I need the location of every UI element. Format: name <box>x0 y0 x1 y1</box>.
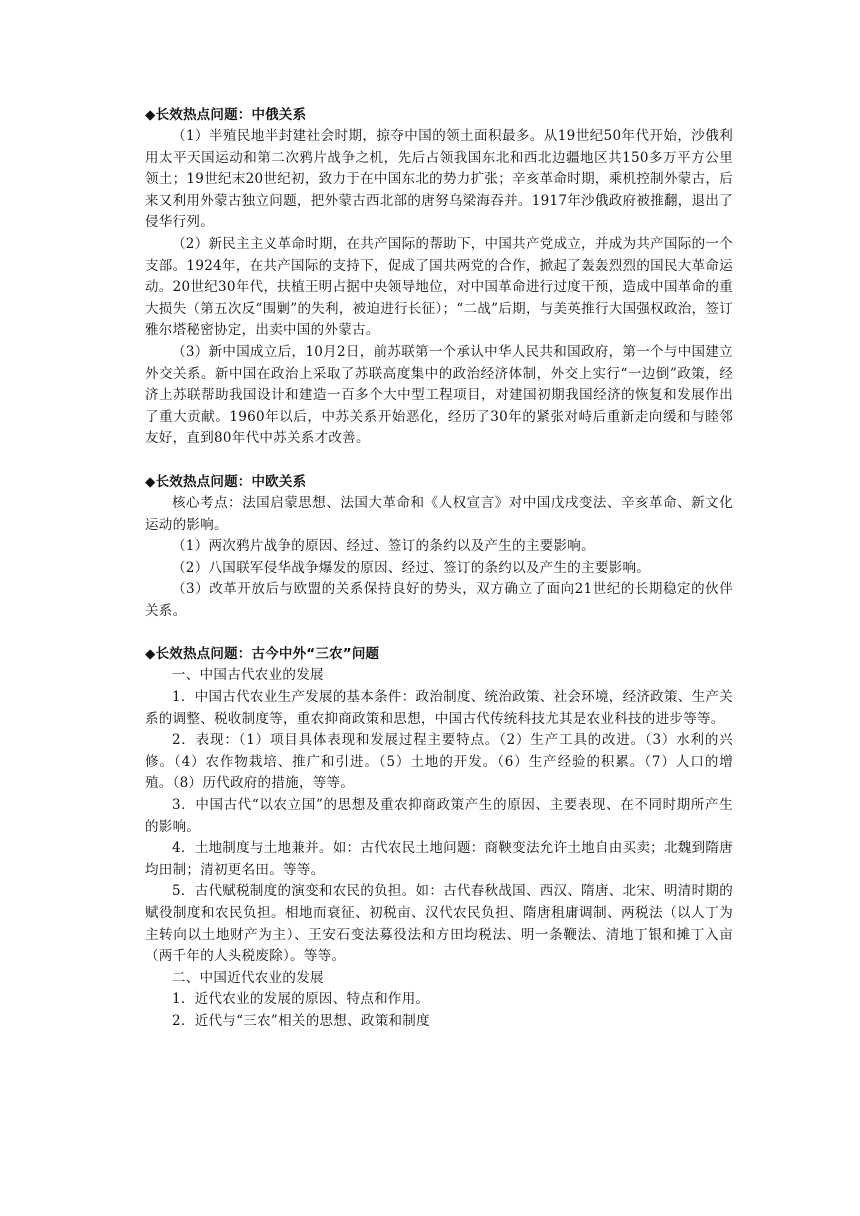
subheading: 二、中国近代农业的发展 <box>172 969 324 986</box>
paragraph: 核心考点：法国启蒙思想、法国大革命和《人权宣言》对中国戊戌变法、辛亥革命、新文化运动的影响。 <box>145 494 733 533</box>
section-three-rural-issues <box>145 643 733 1032</box>
section-heading: ◆长效热点问题：古今中外“三农”问题 <box>145 646 380 663</box>
paragraph: 3．中国古代“以农立国”的思想及重农抑商政策产生的原因、主要表现、在不同时期所产生的影响。 <box>145 797 733 835</box>
paragraph: （2）新民主主义革命时期，在共产国际的帮助下，中国共产党成立，并成为共产国际的一个支部。1924年，在共产国际的支持下，促成了国共两党的合作，掀起了轰轰烈烈的国民大革命运动。20世纪30年代，扶植王明占据中央领导地位，对中国革命进行过度干预，造成中国革命的重大损失（第五次反“围剿”的失利，被迫进行长征）；“二战”后期，与美英推行大国强权政治，签订雅尔塔秘密协定，出卖中国的外蒙古。 <box>145 235 733 339</box>
paragraph: 1．近代农业的发展的原因、特点和作用。 <box>172 991 430 1008</box>
paragraph: （3）改革开放后与欧盟的关系保持良好的势头，双方确立了面向21世纪的长期稳定的伙伴关系。 <box>145 581 733 619</box>
paragraph: （1）两次鸦片战争的原因、经过、签订的条约以及产生的主要影响。 <box>172 538 595 555</box>
document-page <box>145 104 733 1054</box>
section-heading: ◆长效热点问题：中俄关系 <box>145 107 307 123</box>
paragraph: （1）半殖民地半封建社会时期，掠夺中国的领土面积最多。从19世纪50年代开始，沙俄利用太平天国运动和第二次鸦片战争之机，先后占领我国东北和西北边疆地区共150多万平方公里领土；19世纪末20世纪初，致力于在中国东北的势力扩张；辛亥革命时期，乘机控制外蒙古，后来又利用外蒙古独立问题，把外蒙古西北部的唐努乌梁海吞并。1917年沙俄政府被推翻，退出了侵华行列。 <box>145 128 733 231</box>
section-heading: ◆长效热点问题：中欧关系 <box>145 473 307 490</box>
subheading: 一、中国古代农业的发展 <box>172 667 324 684</box>
paragraph: 2．表现：（1）项目具体表现和发展过程主要特点。（2）生产工具的改进。（3）水利的兴修。（4）农作物栽培、推广和引进。（5）土地的开发。（6）生产经验的积累。（7）人口的增殖。（8）历代政府的措施，等等。 <box>145 732 733 792</box>
paragraph: 5．古代赋税制度的演变和农民的负担。如：古代春秋战国、西汉、隋唐、北宋、明清时期的赋役制度和农民负担。相地而衰征、初税亩、汉代农民负担、隋唐租庸调制、两税法（以人丁为主转向以土地财产为主）、王安石变法募役法和方田均税法、明一条鞭法、清地丁银和摊丁入亩（两千年的人头税废除）。等等。 <box>145 883 733 965</box>
section-sino-european <box>145 471 733 623</box>
paragraph: 1．中国古代农业生产发展的基本条件：政治制度、统治政策、社会环境，经济政策、生产关系的调整、税收制度等，重农抑商政策和思想，中国古代传统科技尤其是农业科技的进步等等。 <box>145 689 733 727</box>
paragraph: （2）八国联军侵华战争爆发的原因、经过、签订的条约以及产生的主要影响。 <box>172 559 651 576</box>
section-sino-russian <box>145 104 733 450</box>
paragraph: 2．近代与“三农”相关的思想、政策和制度 <box>172 1012 430 1029</box>
paragraph: 4．土地制度与土地兼并。如：古代农民土地问题：商鞅变法允许土地自由买卖；北魏到隋唐均田制；清初更名田。等等。 <box>145 840 733 878</box>
paragraph: （3）新中国成立后，10月2日，前苏联第一个承认中华人民共和国政府，第一个与中国建立外交关系。新中国在政治上采取了苏联高度集中的政治经济体制，外交上实行“一边倒”政策，经济上苏联帮助我国设计和建造一百多个大中型工程项目，对建国初期我国经济的恢复和发展作出了重大贡献。1960年以后，中苏关系开始恶化，经历了30年的紧张对峙后重新走向缓和与睦邻友好，直到80年代中苏关系才改善。 <box>145 343 733 447</box>
